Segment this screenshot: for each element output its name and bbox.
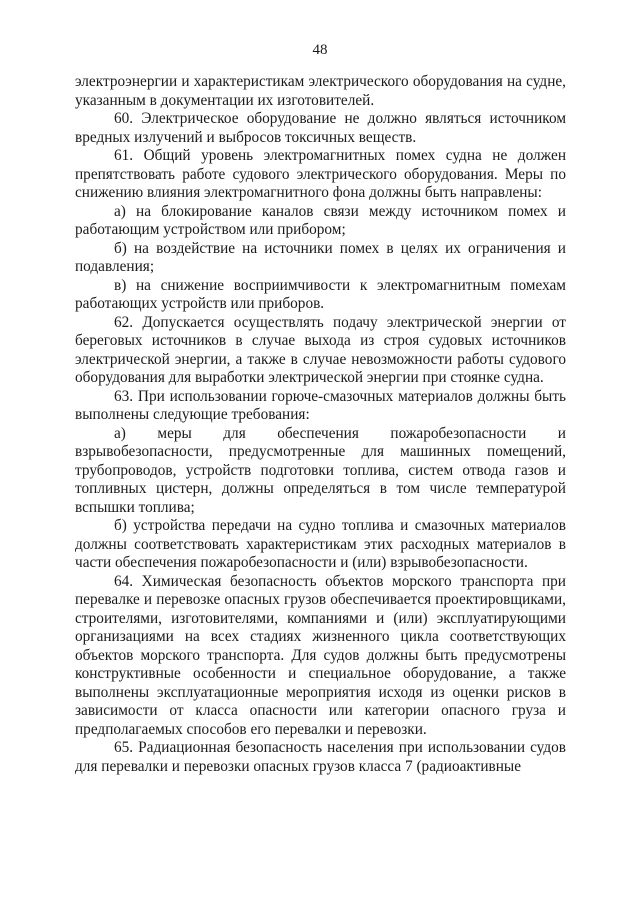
paragraph-63-b: б) устройства передачи на судно топлива и смазочных материалов должны соответствовать характеристикам этих расходных материалов в части обеспечения пожаробезопасности и (или) взрывобезопасности. bbox=[75, 517, 566, 571]
paragraph-63: 63. При использовании горюче-смазочных материалов должны быть выполнены следующие требования: bbox=[75, 387, 566, 423]
paragraph-60: 60. Электрическое оборудование не должно являться источником вредных излучений и выбросов токсичных веществ. bbox=[75, 110, 566, 146]
page-number: 48 bbox=[312, 42, 328, 58]
paragraph-61-v: в) на снижение восприимчивости к электромагнитным помехам работающих устройств или приборов. bbox=[75, 276, 566, 312]
paragraph-63-a: а) меры для обеспечения пожаробезопасности и взрывобезопасности, предусмотренные для машинных помещений, трубопроводов, устройств подготовки топлива, систем отвода газов и топливных цистерн, должны определяться в том числе температурой вспышки топлива; bbox=[75, 424, 566, 516]
paragraph-61-a: а) на блокирование каналов связи между источником помех и работающим устройством или прибором; bbox=[75, 202, 566, 238]
paragraph-continuation: электроэнергии и характеристикам электрического оборудования на судне, указанным в документации их изготовителей. bbox=[75, 73, 566, 109]
paragraph-64: 64. Химическая безопасность объектов морского транспорта при перевалке и перевозке опасных грузов обеспечивается проектировщиками, строителями, изготовителями, компаниями и (или) эксплуатирующими организациями на всех стадиях жизненного цикла соответствующих объектов морского транспорта. Для судов должны быть предусмотрены конструктивные особенности и специальное оборудование, а также выполнены эксплуатационные мероприятия исходя из оценки рисков в зависимости от класса опасности или категории опасного груза и предполагаемых способов его перевалки и перевозки. bbox=[75, 572, 566, 738]
paragraph-61-b: б) на воздействие на источники помех в целях их ограничения и подавления; bbox=[75, 239, 566, 275]
paragraph-65: 65. Радиационная безопасность населения при использовании судов для перевалки и перевозки опасных грузов класса 7 (радиоактивные bbox=[75, 739, 566, 775]
paragraph-62: 62. Допускается осуществлять подачу электрической энергии от береговых источников в случае выхода из строя судовых источников электрической энергии, а также в случае невозможности работы судового оборудования для выработки электрической энергии при стоянке судна. bbox=[75, 313, 566, 386]
paragraph-61: 61. Общий уровень электромагнитных помех судна не должен препятствовать работе судового электрического оборудования. Меры по снижению влияния электромагнитного фона должны быть направлены: bbox=[75, 147, 566, 201]
document-body bbox=[75, 73, 566, 776]
